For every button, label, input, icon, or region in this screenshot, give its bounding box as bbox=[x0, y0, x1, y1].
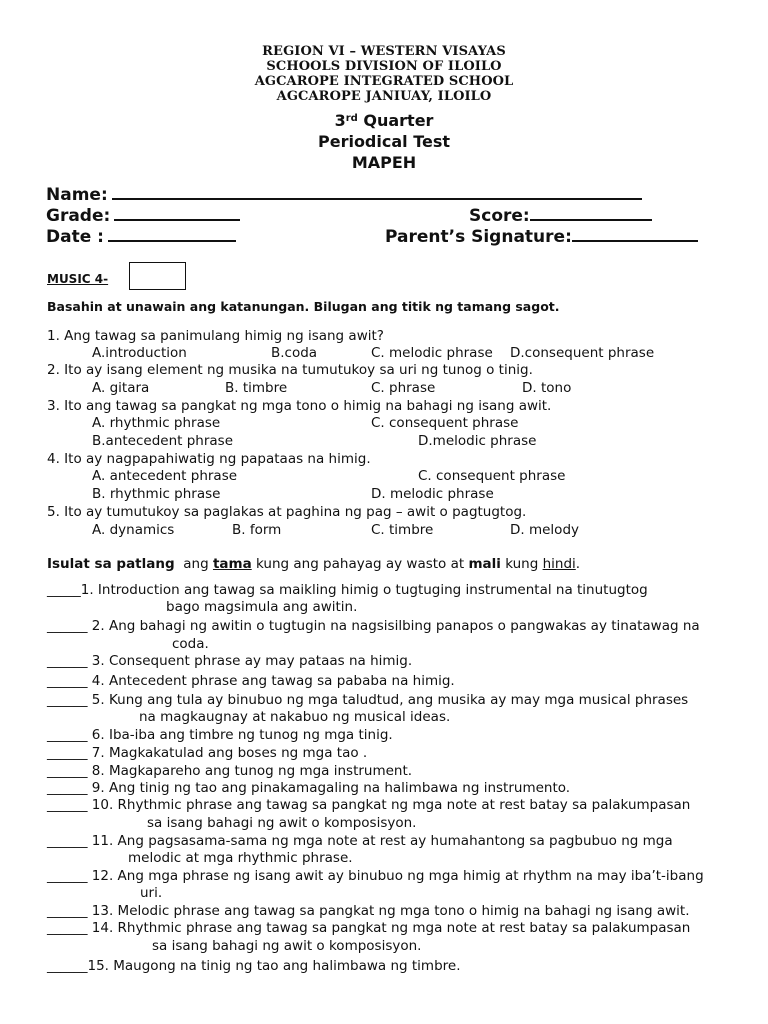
section-score-box[interactable] bbox=[129, 262, 186, 290]
choice-5c[interactable]: C. timbre bbox=[371, 522, 434, 538]
choice-4b[interactable]: B. rhythmic phrase bbox=[92, 486, 221, 502]
hindi-keyword: hindi bbox=[542, 556, 576, 572]
quarter-suffix: rd bbox=[345, 113, 358, 124]
choice-1d[interactable]: D.consequent phrase bbox=[510, 345, 655, 361]
statement-11[interactable]: ______ 11. Ang pagsasama-sama ng mga note at rest ay humahantong sa pagbubuo ng mga bbox=[47, 833, 673, 849]
choice-3a[interactable]: A. rhythmic phrase bbox=[92, 415, 221, 431]
statement-2-cont: coda. bbox=[172, 636, 209, 652]
name-line[interactable] bbox=[112, 183, 642, 200]
subject-title: MAPEH bbox=[351, 153, 417, 172]
parent-signature-field[interactable] bbox=[385, 225, 698, 248]
statement-4[interactable]: ______ 4. Antecedent phrase ang tawag sa pababa na himig. bbox=[47, 673, 455, 689]
score-field[interactable] bbox=[469, 204, 652, 227]
choice-5b[interactable]: B. form bbox=[232, 522, 282, 538]
statement-12-cont: uri. bbox=[140, 885, 163, 901]
true-false-instruction bbox=[47, 556, 580, 572]
statement-8[interactable]: ______ 8. Magkapareho ang tunog ng mga instrument. bbox=[47, 763, 413, 779]
tama-keyword: tama bbox=[212, 556, 252, 572]
statement-3[interactable]: ______ 3. Consequent phrase ay may pataas na himig. bbox=[47, 653, 413, 669]
statement-10-cont: sa isang bahagi ng awit o komposisyon. bbox=[147, 815, 417, 831]
choice-1b[interactable]: B.coda bbox=[271, 345, 318, 361]
question-4: 4. Ito ay nagpapahiwatig ng papataas na himig. bbox=[47, 451, 371, 467]
name-label: Name: bbox=[46, 185, 108, 205]
statement-1[interactable]: _____1. Introduction ang tawag sa maikling himig o tugtuging instrumental na tinutugtog bbox=[47, 582, 648, 598]
choice-1c[interactable]: C. melodic phrase bbox=[371, 345, 493, 361]
parent-signature-line[interactable] bbox=[572, 225, 698, 242]
quarter-title bbox=[0, 110, 768, 131]
instruction-text-2: kung ang pahayag ay wasto at bbox=[251, 556, 469, 572]
choice-5d[interactable]: D. melody bbox=[510, 522, 580, 538]
choice-3b[interactable]: B.antecedent phrase bbox=[92, 433, 234, 449]
date-field[interactable] bbox=[46, 225, 236, 248]
statement-7[interactable]: ______ 7. Magkakatulad ang boses ng mga tao . bbox=[47, 745, 368, 761]
quarter-word: Quarter bbox=[357, 111, 434, 130]
statement-14[interactable]: ______ 14. Rhythmic phrase ang tawag sa pangkat ng mga note at rest batay sa palakumpasan bbox=[47, 920, 691, 936]
section-instruction: Basahin at unawain ang katanungan. Bilugan ang titik ng tamang sagot. bbox=[47, 299, 560, 314]
statement-1-cont: bago magsimula ang awitin. bbox=[166, 599, 358, 615]
instruction-end: . bbox=[575, 556, 581, 572]
section-title: MUSIC 4- bbox=[47, 272, 109, 286]
question-3: 3. Ito ang tawag sa pangkat ng mga tono o himig na bahagi ng isang awit. bbox=[47, 398, 552, 414]
statement-2[interactable]: ______ 2. Ang bahagi ng awitin o tugtugin na nagsisilbing panapos o pangwakas ay tinatawag na bbox=[47, 618, 700, 634]
parent-signature-label: Parent’s Signature: bbox=[385, 227, 572, 247]
date-label: Date : bbox=[46, 227, 104, 247]
statement-10[interactable]: ______ 10. Rhythmic phrase ang tawag sa pangkat ng mga note at rest batay sa palakumpasan bbox=[47, 797, 691, 813]
instruction-text-1: ang bbox=[183, 556, 213, 572]
grade-label: Grade: bbox=[46, 206, 111, 226]
region-line: REGION VI – WESTERN VISAYAS bbox=[262, 44, 506, 59]
date-line[interactable] bbox=[108, 225, 236, 242]
choice-2c[interactable]: C. phrase bbox=[371, 380, 436, 396]
address-line: AGCAROPE JANIUAY, ILOILO bbox=[276, 89, 492, 104]
statement-14-cont: sa isang bahagi ng awit o komposisyon. bbox=[152, 938, 422, 954]
statement-6[interactable]: ______ 6. Iba-iba ang timbre ng tunog ng mga tinig. bbox=[47, 727, 393, 743]
choice-3d[interactable]: D.melodic phrase bbox=[418, 433, 537, 449]
question-5: 5. Ito ay tumutukoy sa paglakas at paghina ng pag – awit o pagtugtog. bbox=[47, 504, 527, 520]
school-header bbox=[0, 44, 768, 104]
grade-line[interactable] bbox=[114, 204, 240, 221]
statement-11-cont: melodic at mga rhythmic phrase. bbox=[128, 850, 353, 866]
choice-1a[interactable]: A.introduction bbox=[92, 345, 187, 361]
division-line: SCHOOLS DIVISION OF ILOILO bbox=[266, 59, 502, 74]
mali-keyword: mali bbox=[468, 556, 501, 572]
test-title: Periodical Test bbox=[317, 132, 451, 151]
statement-12[interactable]: ______ 12. Ang mga phrase ng isang awit ay binubuo ng mga himig at rhythm na may iba’t-ibang bbox=[47, 868, 704, 884]
quarter-number: 3 bbox=[334, 111, 346, 130]
statement-13[interactable]: ______ 13. Melodic phrase ang tawag sa pangkat ng mga tono o himig na bahagi ng isang awit. bbox=[47, 903, 690, 919]
school-line: AGCAROPE INTEGRATED SCHOOL bbox=[254, 74, 514, 89]
question-1: 1. Ang tawag sa panimulang himig ng isang awit? bbox=[47, 328, 384, 344]
choice-3c[interactable]: C. consequent phrase bbox=[371, 415, 519, 431]
statement-5[interactable]: ______ 5. Kung ang tula ay binubuo ng mga taludtud, ang musika ay may mga musical phrases bbox=[47, 692, 689, 708]
score-label: Score: bbox=[469, 206, 530, 226]
choice-2a[interactable]: A. gitara bbox=[92, 380, 150, 396]
instruction-lead: Isulat sa patlang bbox=[47, 556, 175, 572]
name-field[interactable] bbox=[46, 183, 642, 206]
choice-5a[interactable]: A. dynamics bbox=[92, 522, 175, 538]
choice-4d[interactable]: D. melodic phrase bbox=[371, 486, 494, 502]
choice-4a[interactable]: A. antecedent phrase bbox=[92, 468, 238, 484]
choice-2d[interactable]: D. tono bbox=[522, 380, 572, 396]
grade-field[interactable] bbox=[46, 204, 240, 227]
instruction-text-3: kung bbox=[500, 556, 543, 572]
choice-2b[interactable]: B. timbre bbox=[225, 380, 288, 396]
statement-15[interactable]: ______15. Maugong na tinig ng tao ang halimbawa ng timbre. bbox=[47, 958, 461, 974]
statement-9[interactable]: ______ 9. Ang tinig ng tao ang pinakamagaling na halimbawa ng instrumento. bbox=[47, 780, 571, 796]
statement-5-cont: na magkaugnay at nakabuo ng musical ideas. bbox=[139, 709, 451, 725]
choice-4c[interactable]: C. consequent phrase bbox=[418, 468, 566, 484]
question-2: 2. Ito ay isang element ng musika na tumutukoy sa uri ng tunog o tinig. bbox=[47, 362, 533, 378]
score-line[interactable] bbox=[530, 204, 652, 221]
test-title-block bbox=[0, 110, 768, 173]
